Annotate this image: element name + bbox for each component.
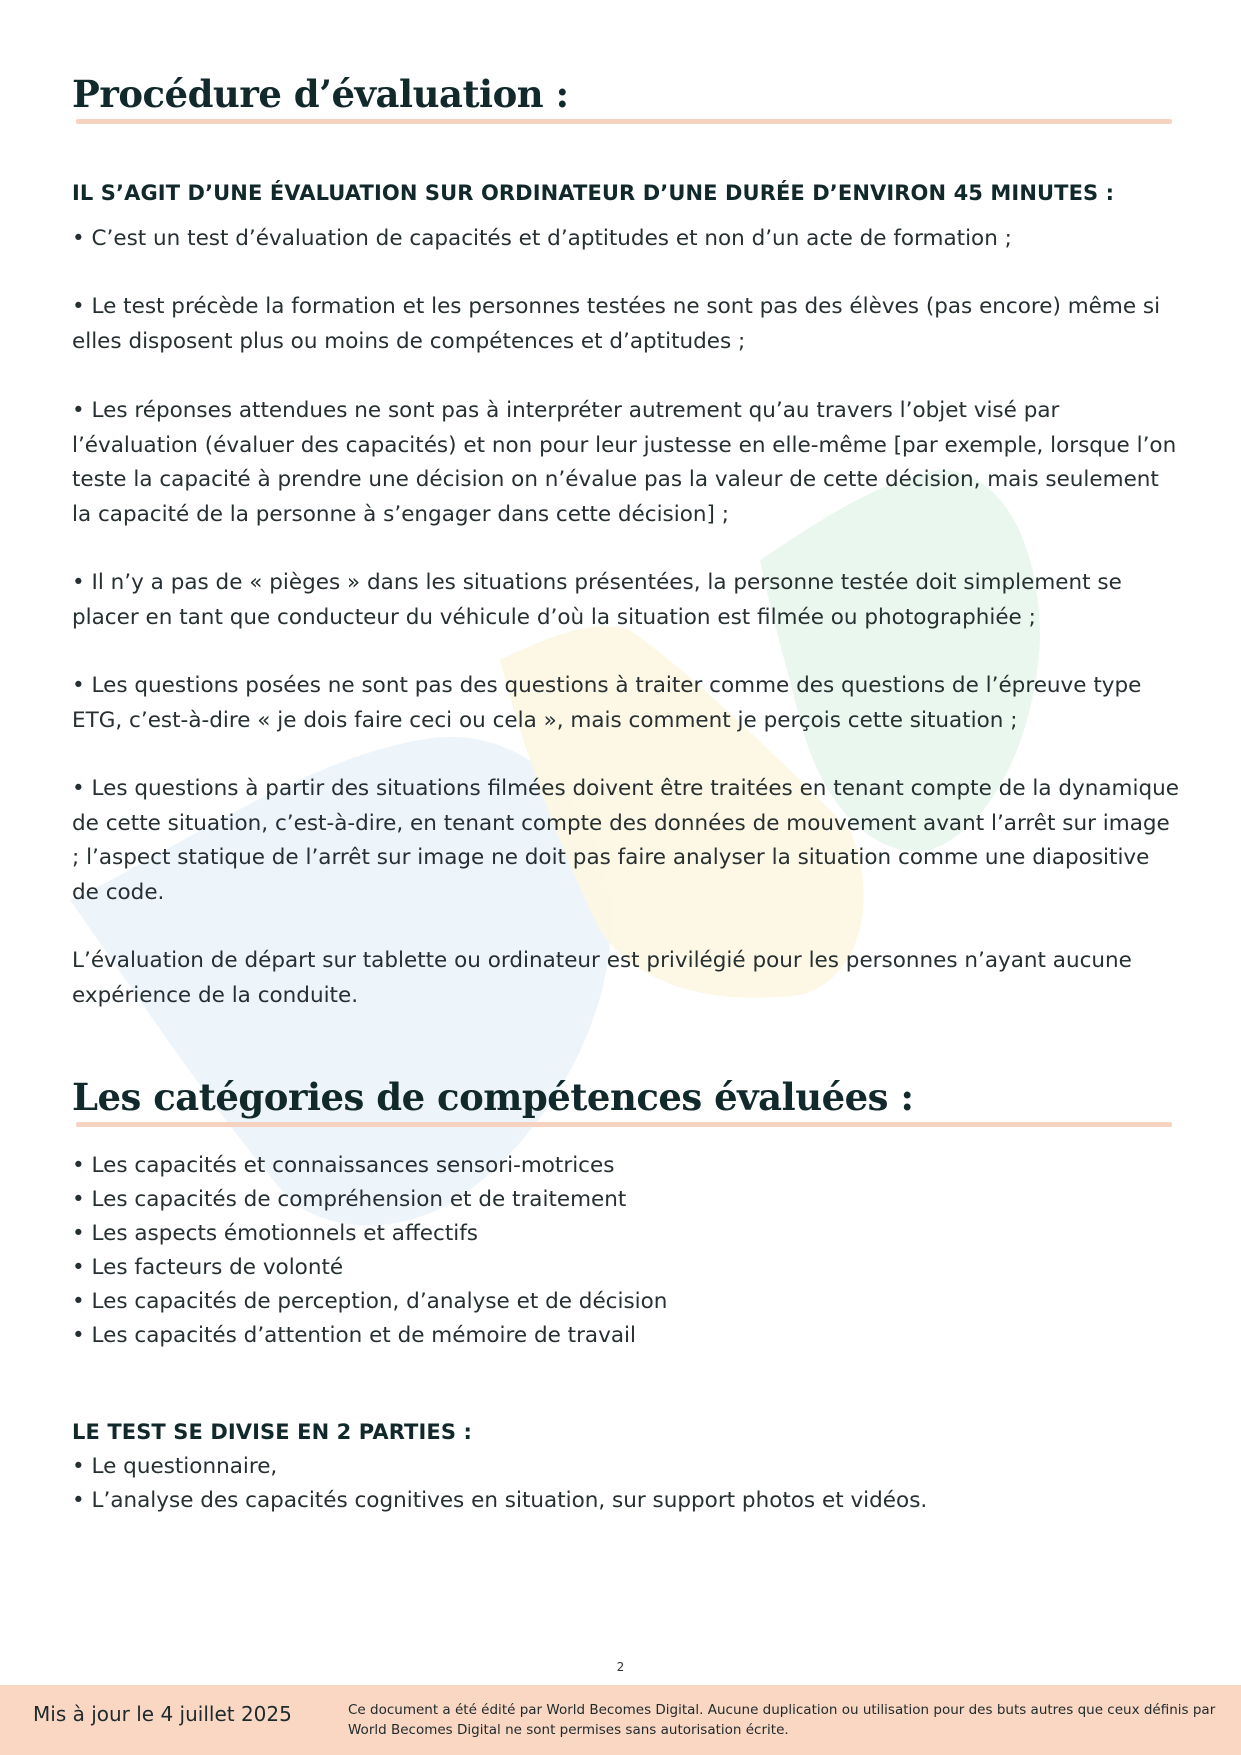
list-item: • Les capacités de compréhension et de traitement [72,1187,627,1212]
title-underline [76,119,1172,124]
section-title-evaluation-procedure: Procédure d’évaluation : [72,72,569,116]
paragraph: • Le test précède la formation et les personnes testées ne sont pas des élèves (pas encore) même si elles disposent plus ou moins de compétences et d’aptitudes ; [72,294,1161,354]
list-item: • Le questionnaire, [72,1454,278,1479]
paragraph: • Les réponses attendues ne sont pas à interpréter autrement qu’au travers l’objet visé par l’évaluation (évaluer des capacités) et non pour leur justesse en elle-même [par exemple, lorsque l’on teste la capacité à prendre une décision on n’évalue pas la valeur de cette décision, mais seulement la capacité de la personne à s’engager dans cette décision] ; [72,398,1177,527]
list-item: • Les facteurs de volonté [72,1255,344,1280]
section-title-competence-categories: Les catégories de compétences évaluées : [72,1075,914,1119]
paragraph: • C’est un test d’évaluation de capacités et d’aptitudes et non d’un acte de formation ; [72,226,1012,251]
title-underline [76,1122,1172,1127]
footer [0,1685,1241,1755]
evaluation-duration-subheading: IL S’AGIT D’UNE ÉVALUATION SUR ORDINATEUR D’UNE DURÉE D’ENVIRON 45 MINUTES : [72,181,1115,205]
list-item: • Les capacités et connaissances sensori-motrices [72,1153,615,1178]
test-parts-list [72,1450,927,1518]
paragraph: • Les questions à partir des situations filmées doivent être traitées en tenant compte de la dynamique de cette situation, c’est-à-dire, en tenant compte des données de mouvement avant l’arrêt sur image ; l’aspect statique de l’arrêt sur image ne doit pas faire analyser la situation comme une diapositive de code. [72,776,1179,905]
paragraph: • Il n’y a pas de « pièges » dans les situations présentées, la personne testée doit simplement se placer en tant que conducteur du véhicule d’où la situation est filmée ou photographiée ; [72,570,1122,630]
page-number: 2 [616,1660,625,1674]
competence-categories-list [72,1149,667,1353]
footer-legal-notice: Ce document a été édité par World Becomes Digital. Aucune duplication ou utilisation pour des buts autres que ceux définis par World Becomes Digital ne sont permises sans autorisation écrite. [348,1702,1216,1738]
list-item: • Les capacités de perception, d’analyse et de décision [72,1289,668,1314]
test-parts-subheading: LE TEST SE DIVISE EN 2 PARTIES : [72,1420,472,1444]
list-item: • L’analyse des capacités cognitives en situation, sur support photos et vidéos. [72,1488,928,1513]
paragraph: • Les questions posées ne sont pas des questions à traiter comme des questions de l’épreuve type ETG, c’est-à-dire « je dois faire ceci ou cela », mais comment je perçois cette situation ; [72,673,1142,733]
paragraph: L’évaluation de départ sur tablette ou ordinateur est privilégié pour les personnes n’ayant aucune expérience de la conduite. [72,948,1132,1008]
list-item: • Les aspects émotionnels et affectifs [72,1221,478,1246]
footer-update-date: Mis à jour le 4 juillet 2025 [33,1702,292,1726]
list-item: • Les capacités d’attention et de mémoire de travail [72,1323,636,1348]
